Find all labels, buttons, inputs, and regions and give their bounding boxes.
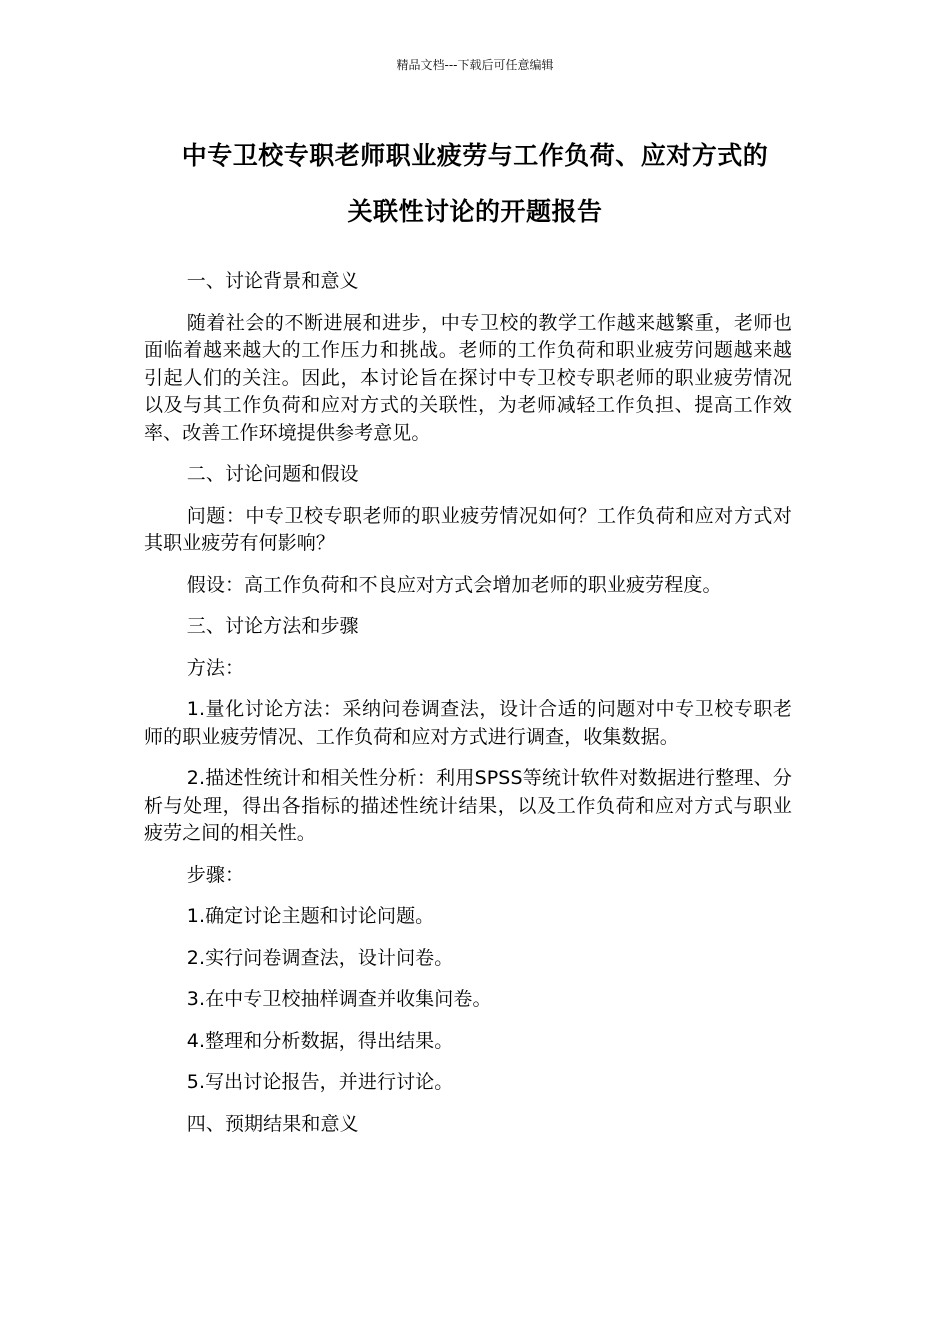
step-item-2: 2.实行问卷调查法，设计问卷。 — [186, 946, 454, 969]
document-title-line-1: 中专卫校专职老师职业疲劳与工作负荷、应对方式的 — [181, 141, 769, 170]
research-question-paragraph: 问题：中专卫校专职老师的职业疲劳情况如何？工作负荷和应对方式对其职业疲劳有何影响？ — [144, 504, 792, 554]
section-heading-expected-results: 四、预期结果和意义 — [186, 1112, 359, 1135]
step-item-4: 4.整理和分析数据，得出结果。 — [186, 1029, 454, 1052]
method-item-2: 2.描述性统计和相关性分析：利用SPSS等统计软件对数据进行整理、分析与处理，得出各指标的描述性统计结果，以及工作负荷和应对方式与职业疲劳之间的相关性。 — [144, 767, 792, 844]
section-heading-questions: 二、讨论问题和假设 — [186, 463, 359, 485]
step-item-5: 5.写出讨论报告，并进行讨论。 — [186, 1071, 454, 1093]
method-item-1: 1.量化讨论方法：采纳问卷调查法，设计合适的问题对中专卫校专职老师的职业疲劳情况、工作负荷和应对方式进行调查，收集数据。 — [144, 698, 792, 748]
step-item-1: 1.确定讨论主题和讨论问题。 — [186, 905, 435, 927]
page-header-note: 精品文档---下载后可任意编辑 — [396, 58, 554, 72]
section-heading-background: 一、讨论背景和意义 — [186, 270, 359, 292]
section-heading-methods: 三、讨论方法和步骤 — [186, 615, 359, 637]
steps-label: 步骤： — [186, 863, 245, 886]
document-title-line-2: 关联性讨论的开题报告 — [347, 197, 603, 226]
step-item-3: 3.在中专卫校抽样调查并收集问卷。 — [186, 988, 492, 1010]
methods-label: 方法： — [186, 656, 245, 679]
document-body — [144, 268, 792, 1152]
background-paragraph: 随着社会的不断进展和进步，中专卫校的教学工作越来越繁重，老师也面临着越来越大的工作压力和挑战。老师的工作负荷和职业疲劳问题越来越引起人们的关注。因此，本讨论旨在探讨中专卫校专职老师的职业疲劳情况以及与其工作负荷和应对方式的关联性，为老师减轻工作负担、提高工作效率、改善工作环境提供参考意见。 — [144, 311, 792, 444]
hypothesis-paragraph: 假设：高工作负荷和不良应对方式会增加老师的职业疲劳程度。 — [186, 573, 722, 596]
